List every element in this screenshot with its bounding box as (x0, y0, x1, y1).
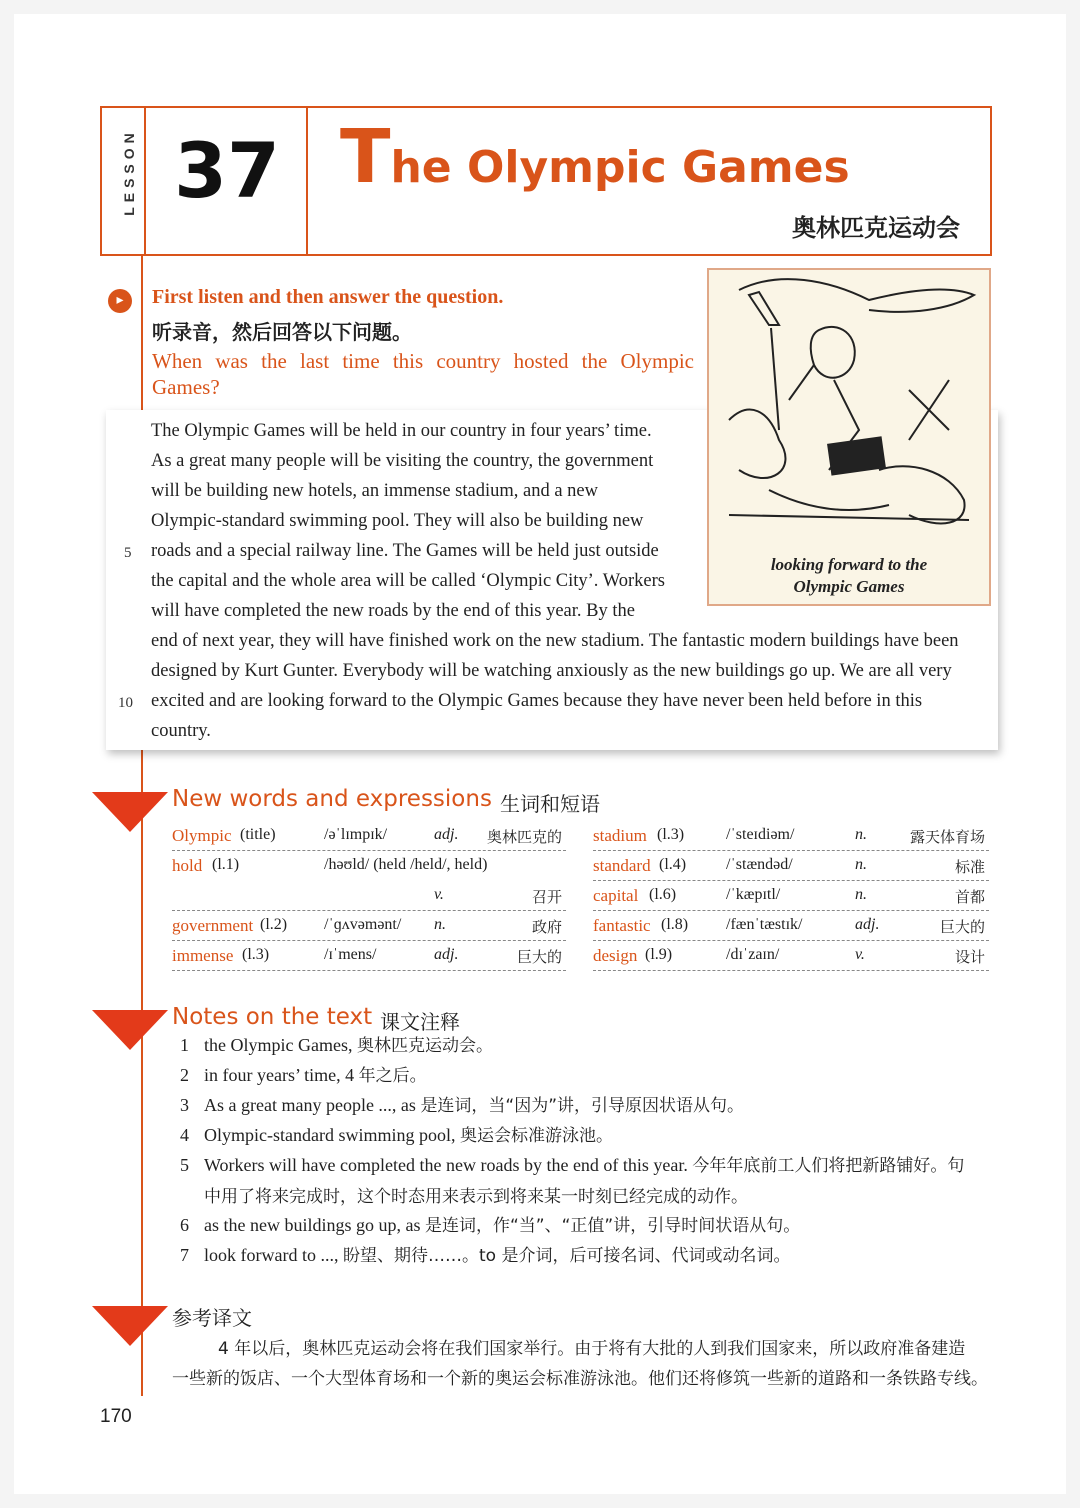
caption-line: Olympic Games (793, 577, 905, 596)
vocab-pos: adj. (434, 826, 459, 843)
note-item: 4 Olympic-standard swimming pool, 奥运会标准游泳池。 (180, 1125, 613, 1146)
vocab-cn: 露天体育场 (909, 828, 985, 846)
cartoon-drawing (709, 270, 989, 550)
note-item: 2 in four years’ time, 4 年之后。 (180, 1065, 427, 1086)
vocab-ipa: /ˈsteɪdiəm/ (726, 826, 795, 843)
vocab-row (172, 882, 566, 911)
lesson-label: LESSON (121, 128, 137, 216)
notes-title: Notes on the text (172, 1004, 373, 1030)
vocab-pos: n. (434, 916, 446, 933)
vocab-ref: (l.3) (657, 826, 685, 843)
text-line: country. (151, 721, 211, 741)
section-flag-icon (92, 1010, 168, 1050)
line-number: 5 (124, 545, 132, 561)
text-line: will have completed the new roads by the end of this year. By the (151, 601, 635, 621)
vocab-ipa: /dɪˈzaɪn/ (726, 946, 780, 963)
text-line: roads and a special railway line. The Games will be held just outside (151, 541, 659, 561)
speaker-icon: ▸ (108, 289, 132, 313)
translation-line: 一些新的饭店、一个大型体育场和一个新的奥运会标准游泳池。他们还将修筑一些新的道路和一条铁路专线。 (172, 1369, 988, 1389)
vocab-row (593, 852, 989, 881)
vocab-word: design (593, 946, 638, 965)
vocab-row (593, 882, 989, 911)
vocab-word: Olympic (172, 826, 232, 845)
vocab-row (172, 912, 566, 941)
vocab-pos: n. (855, 856, 867, 873)
note-item: 5 Workers will have completed the new roads by the end of this year. 今年年底前工人们将把新路铺好。句 (180, 1155, 965, 1176)
lesson-title (340, 114, 850, 200)
line-number: 10 (118, 695, 133, 711)
page-number: 170 (100, 1406, 132, 1427)
notes-title-cn: 课文注释 (380, 1010, 460, 1034)
vocab-cn: 标准 (954, 858, 985, 876)
vocab-ipa: /ˈkæpɪtl/ (726, 886, 781, 903)
vocab-word: fantastic (593, 916, 651, 935)
vocab-cn: 巨大的 (939, 918, 985, 936)
text-line: excited and are looking forward to the Olympic Games because they have never been held before in this (151, 691, 923, 711)
vocab-pos: adj. (855, 916, 880, 933)
illustration (707, 268, 991, 606)
vocab-pos: v. (855, 946, 865, 963)
vocab-cn: 奥林匹克的 (486, 828, 562, 846)
vocab-row (172, 942, 566, 971)
header-divider (306, 108, 308, 254)
vocab-pos: v. (434, 886, 444, 903)
vocab-ipa: /ˈɡʌvəmənt/ (324, 916, 402, 933)
vocab-row (172, 822, 566, 851)
vocab-pos: n. (855, 826, 867, 843)
vocab-row (593, 942, 989, 971)
section-flag-icon (92, 792, 168, 832)
text-line: As a great many people will be visiting the country, the government (151, 451, 654, 471)
listen-instruction: First listen and then answer the question. (152, 286, 504, 308)
listen-instruction-cn: 听录音，然后回答以下问题。 (152, 320, 412, 344)
vocab-word: hold (172, 856, 203, 875)
note-item: 7 look forward to ..., 盼望、期待……。to 是介词，后可接名词、代词或动名词。 (180, 1245, 791, 1266)
vocab-ref: (l.2) (260, 916, 288, 933)
vocab-word: capital (593, 886, 639, 905)
text-line: designed by Kurt Gunter. Everybody will be watching anxiously as the new buildings go up. We are all very (151, 661, 952, 681)
illustration-caption (709, 554, 989, 598)
vocab-pos: n. (855, 886, 867, 903)
vocab-row (593, 912, 989, 941)
lesson-header (100, 106, 992, 256)
vocab-ref: (l.3) (242, 946, 270, 963)
vocab-cn: 巨大的 (516, 948, 562, 966)
listen-question: When was the last time this country hosted the Olympic Games? (152, 349, 694, 399)
translation-title: 参考译文 (172, 1306, 252, 1330)
note-item: 1 the Olympic Games, 奥林匹克运动会。 (180, 1035, 493, 1056)
vocab-ref: (l.9) (645, 946, 673, 963)
note-item: 6 as the new buildings go up, as 是连词，作“当”、“正值”讲，引导时间状语从句。 (180, 1215, 801, 1236)
vocab-cn: 首都 (954, 888, 985, 906)
vocab-ref: (l.1) (212, 856, 240, 873)
vocab-ipa: /ˈstændəd/ (726, 856, 793, 873)
vocab-word: immense (172, 946, 234, 965)
text-line: Olympic-standard swimming pool. They will also be building new (151, 511, 644, 531)
text-line: will be building new hotels, an immense stadium, and a new (151, 481, 598, 501)
vocab-ref: (l.4) (659, 856, 687, 873)
new-words-title-cn: 生词和短语 (500, 792, 600, 816)
vocab-ref: (title) (240, 826, 276, 843)
vocab-row (593, 822, 989, 851)
vocab-cn: 设计 (954, 948, 985, 966)
translation-line: 4 年以后，奥林匹克运动会将在我们国家举行。由于将有大批的人到我们国家来，所以政府准备建造 (218, 1339, 966, 1359)
vocab-word: stadium (593, 826, 647, 845)
new-words-title: New words and expressions (172, 786, 492, 812)
header-divider (144, 108, 146, 254)
vocab-ref: (l.6) (649, 886, 677, 903)
vocab-ref: (l.8) (661, 916, 689, 933)
note-item: 3 As a great many people ..., as 是连词，当“因为”讲，引导原因状语从句。 (180, 1095, 745, 1116)
note-continuation: 中用了将来完成时，这个时态用来表示到将来某一时刻已经完成的动作。 (204, 1187, 748, 1207)
title-rest: he Olympic Games (390, 142, 850, 193)
vocab-cn: 政府 (531, 918, 562, 936)
title-initial: T (340, 114, 391, 200)
lesson-number: 37 (174, 126, 280, 215)
lesson-title-cn: 奥林匹克运动会 (792, 214, 960, 242)
text-line: The Olympic Games will be held in our country in four years’ time. (151, 421, 652, 441)
vocab-ipa: /həʊld/ (held /held/, held) (324, 856, 488, 873)
vocab-word: government (172, 916, 254, 935)
vocab-row (172, 852, 566, 880)
vocab-ipa: /əˈlɪmpɪk/ (324, 826, 388, 843)
vocab-word: standard (593, 856, 651, 875)
vocab-ipa: /ɪˈmens/ (324, 946, 377, 963)
caption-line: looking forward to the (770, 555, 928, 574)
vocab-cn: 召开 (531, 888, 562, 906)
vocab-pos: adj. (434, 946, 459, 963)
section-flag-icon (92, 1306, 168, 1346)
text-line: the capital and the whole area will be called ‘Olympic City’. Workers (151, 571, 665, 591)
text-line: end of next year, they will have finished work on the new stadium. The fantastic modern buildings have been (151, 631, 959, 651)
vocab-ipa: /fænˈtæstɪk/ (726, 916, 803, 933)
